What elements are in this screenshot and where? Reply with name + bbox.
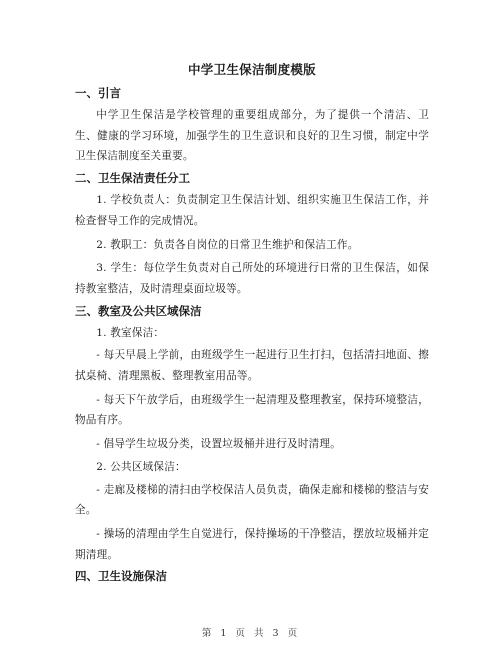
document-title: 中学卫生保洁制度模版 xyxy=(187,62,316,77)
section-heading-intro: 一、引言 xyxy=(75,86,121,100)
paragraph: 1. 教室保洁： xyxy=(96,326,165,339)
page-footer: 第 1 页 共 3 页 xyxy=(201,628,301,639)
paragraph: - 每天早晨上学前，由班级学生一起进行卫生打扫，包括清扫地面、擦拭桌椅、清理黑板、整理教室用品等。 xyxy=(75,349,429,383)
paragraph: - 倡导学生垃圾分类，设置垃圾桶并进行及时清理。 xyxy=(96,438,341,451)
section-heading-responsibilities: 二、卫生保洁责任分工 xyxy=(75,171,190,186)
paragraph: 3. 学生：每位学生负责对自己所处的环境进行日常的卫生保洁，如保持教室整洁，及时清理桌面垃圾等。 xyxy=(75,262,429,295)
paragraph: 2. 教职工：负责各自岗位的日常卫生维护和保洁工作。 xyxy=(96,238,359,251)
document-content xyxy=(75,61,429,588)
paragraph: 2. 公共区域保洁： xyxy=(96,460,186,473)
paragraph: 1. 学校负责人：负责制定卫生保洁计划、组织实施卫生保洁工作，并检查督导工作的完成情况。 xyxy=(75,194,429,227)
section-heading-facilities: 四、卫生设施保洁 xyxy=(75,569,167,584)
paragraph: - 每天下午放学后，由班级学生一起清理及整理教室，保持环境整洁，物品有序。 xyxy=(75,393,429,427)
paragraph: - 操场的清理由学生自觉进行，保持操场的干净整洁，摆放垃圾桶并定期清理。 xyxy=(75,527,429,561)
section-heading-classroom: 三、教室及公共区域保洁 xyxy=(75,303,202,318)
paragraph: - 走廊及楼梯的清扫由学校保洁人员负责，确保走廊和楼梯的整洁与安全。 xyxy=(75,483,429,517)
paragraph: 中学卫生保洁是学校管理的重要组成部分，为了提供一个清洁、卫生、健康的学习环境，加强学生的卫生意识和良好的卫生习惯，制定中学卫生保洁制度至关重要。 xyxy=(75,109,429,163)
